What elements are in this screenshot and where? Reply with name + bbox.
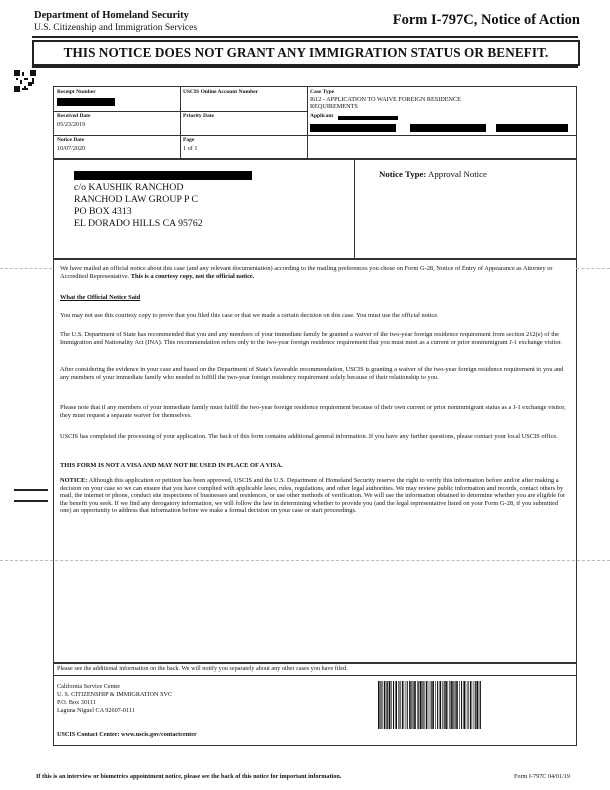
notice-date-label: Notice Date	[57, 137, 85, 143]
barcode-bar	[381, 681, 382, 729]
barcode-bar	[461, 681, 462, 729]
case-type-label: Case Type	[310, 89, 335, 95]
paragraph-processing-complete: USCIS has completed the processing of your application. The back of this form contains additional general information. If you have any further questions, please contact your local USCIS office.	[60, 433, 558, 440]
barcode-bar	[468, 681, 469, 729]
page-label: Page	[183, 137, 195, 143]
online-account-label: USCIS Online Account Number	[183, 89, 259, 95]
barcode-bar	[480, 681, 481, 729]
banner-rule	[32, 66, 578, 68]
barcode-bar	[426, 681, 428, 729]
case-type-value-cont: REQUIREMENTS	[310, 103, 358, 110]
qr-code-icon	[14, 70, 36, 92]
barcode-icon	[378, 681, 482, 729]
barcode-bar	[448, 681, 449, 729]
redacted-receipt-number	[57, 98, 115, 106]
barcode-bar	[442, 681, 443, 729]
form-title: Form I-797C, Notice of Action	[392, 12, 580, 28]
paragraph-mailing-text: We have mailed an official notice about this case (and any relevant documentation) according to the mailing preferences you chose on Form G-28, Notice of Entry of Appearance as Attorney or Accredited Representative.	[60, 265, 553, 280]
scan-artifact	[576, 268, 610, 269]
receipt-number-label: Receipt Number	[57, 89, 96, 95]
barcode-bar	[407, 681, 408, 729]
barcode-bar	[389, 681, 391, 729]
barcode-bar	[411, 681, 412, 729]
barcode-bar	[456, 681, 458, 729]
barcode-bar	[455, 681, 456, 729]
priority-date-label: Priority Date	[183, 113, 214, 119]
redacted-applicant-name-2	[410, 124, 486, 132]
barcode-bar	[432, 681, 434, 729]
paragraph-mailing	[60, 265, 568, 280]
appointment-note: If this is an interview or biometrics appointment notice, please see the back of this notice for important information.	[36, 773, 342, 780]
office-line-4: Laguna Niguel CA 92607-0111	[57, 707, 135, 714]
fold-mark-top	[14, 489, 48, 491]
address-line-1: c/o KAUSHIK RANCHOD	[74, 182, 184, 193]
office-line-3: P.O. Box 30111	[57, 699, 96, 706]
barcode-bar	[475, 681, 476, 729]
paragraph-courtesy-copy: You may not use this courtesy copy to prove that you filed this case or that we made a certain decision on this case. You must use the official notice.	[60, 312, 439, 319]
scan-artifact	[0, 560, 610, 561]
address-line-4: EL DORADO HILLS CA 95762	[74, 218, 203, 229]
redacted-applicant-number	[338, 116, 398, 120]
barcode-bar	[417, 681, 418, 729]
barcode-bar	[463, 681, 465, 729]
barcode-bar	[387, 681, 388, 729]
barcode-bar	[431, 681, 432, 729]
courtesy-copy-statement: This is a courtesy copy, not the official notice.	[130, 272, 255, 280]
received-date-label: Received Date	[57, 113, 91, 119]
case-info-grid	[53, 86, 577, 160]
barcode-bar	[393, 681, 394, 729]
barcode-bar	[473, 681, 474, 729]
agency-name: Department of Homeland Security	[34, 10, 189, 21]
barcode-bar	[445, 681, 447, 729]
scan-artifact	[0, 268, 52, 269]
paragraph-waiver-granted: After considering the evidence in your case and based on the Department of State's favorable recommendation, USCIS is granting a waiver of the two-year foreign residence requirement to you and any members of your immediate family who needed to fulfill the two-year foreign residency requirement solely because of their relationship to you.	[60, 366, 564, 381]
contact-center: USCIS Contact Center: www.uscis.gov/contactcenter	[57, 731, 197, 738]
redacted-addressee	[74, 171, 252, 180]
fold-mark-bottom	[14, 500, 48, 502]
office-line-1: California Service Center	[57, 683, 121, 690]
status-banner: THIS NOTICE DOES NOT GRANT ANY IMMIGRATION STATUS OR BENEFIT.	[32, 40, 580, 66]
barcode-bar	[395, 681, 397, 729]
barcode-bar	[402, 681, 404, 729]
header-rule	[32, 36, 578, 38]
notice-text: Although this application or petition has been approved, USCIS and the U.S. Department of Homeland Security reserve the right to verify this information before and/or after making a decision on your case so we can ensure that you have complied with applicable laws, rules, regulations, and other legal authorities. We may review public information and records, contact others by mail, the internet or phone, conduct site inspections of businesses and residences, or use other methods of verification. We will use the information obtained to determine whether you are eligible for the benefit you seek. If we find any derogatory information, we will follow the law in determining whether to provide you (and the legal representative listed on your Form G-28, if you submitted one) an opportunity to address that information before we make a formal decision on your case or start proceedings.	[60, 477, 566, 515]
visa-warning-heading: THIS FORM IS NOT A VISA AND MAY NOT BE USED IN PLACE OF A VISA.	[60, 462, 283, 469]
notice-type	[379, 169, 487, 179]
paragraph-notice	[60, 477, 568, 515]
redacted-applicant-name-3	[496, 124, 568, 132]
barcode-bar	[414, 681, 416, 729]
barcode-bar	[413, 681, 414, 729]
barcode-bar	[380, 681, 381, 729]
barcode-bar	[405, 681, 406, 729]
barcode-bar	[384, 681, 386, 729]
barcode-bar	[435, 681, 436, 729]
barcode-bar	[444, 681, 445, 729]
notice-type-label: Notice Type:	[379, 169, 427, 179]
barcode-bar	[418, 681, 419, 729]
barcode-bar	[453, 681, 454, 729]
barcode-bar	[451, 681, 453, 729]
barcode-bar	[440, 681, 442, 729]
notice-date-value: 10/07/2020	[57, 145, 86, 152]
barcode-bar	[459, 681, 460, 729]
barcode-bar	[476, 681, 478, 729]
service-center-section	[53, 662, 577, 746]
barcode-bar	[466, 681, 467, 729]
additional-info-note: Please see the additional information on the back. We will notify you separately about any other cases you have filed.	[57, 665, 348, 672]
paragraph-recommendation: The U.S. Department of State has recommended that you and any members of your immediate family be granted a waiver of the two-year foreign residence requirement from section 212(e) of the Immigration and Nationality Act (INA). This recommendation refers only to the two-year foreign residence requirement that you must meet as a current or prior nonimmigrant J-1 exchange visitor.	[60, 331, 562, 346]
form-code: Form I-797C 04/01/19	[513, 773, 570, 780]
barcode-bar	[423, 681, 424, 729]
barcode-bar	[479, 681, 480, 729]
redacted-applicant-name	[310, 124, 396, 132]
barcode-bar	[391, 681, 392, 729]
case-type-value: I612 - APPLICATION TO WAIVE FOREIGN RESIDENCE	[310, 96, 461, 103]
barcode-bar	[429, 681, 430, 729]
barcode-bar	[422, 681, 423, 729]
notice-label: NOTICE:	[60, 477, 88, 484]
barcode-bar	[398, 681, 399, 729]
barcode-bar	[470, 681, 472, 729]
address-line-2: RANCHOD LAW GROUP P C	[74, 194, 199, 205]
applicant-label: Applicant	[310, 113, 334, 119]
barcode-bar	[400, 681, 401, 729]
barcode-bar	[378, 681, 380, 729]
address-section	[53, 158, 577, 260]
address-line-3: PO BOX 4313	[74, 206, 132, 217]
page-value: 1 of 1	[183, 145, 198, 152]
barcode-bar	[449, 681, 450, 729]
section-heading: What the Official Notice Said	[60, 294, 141, 301]
paragraph-family-members: Please note that if any members of your immediate family must fulfill the two-year foreign residence requirement because of their own current or prior nonimmigrant status as a J-1 exchange visitor, they must request a separate waiver for themselves.	[60, 404, 566, 419]
barcode-bar	[437, 681, 438, 729]
barcode-bar	[386, 681, 387, 729]
received-date-value: 05/23/2019	[57, 121, 86, 128]
barcode-bar	[420, 681, 422, 729]
subagency-name: U.S. Citizenship and Immigration Services	[34, 23, 198, 33]
notice-body	[53, 258, 577, 664]
barcode-bar	[409, 681, 411, 729]
notice-type-value: Approval Notice	[428, 169, 487, 179]
office-line-2: U. S. CITIZENSHIP & IMMIGRATION SVC	[57, 691, 173, 698]
